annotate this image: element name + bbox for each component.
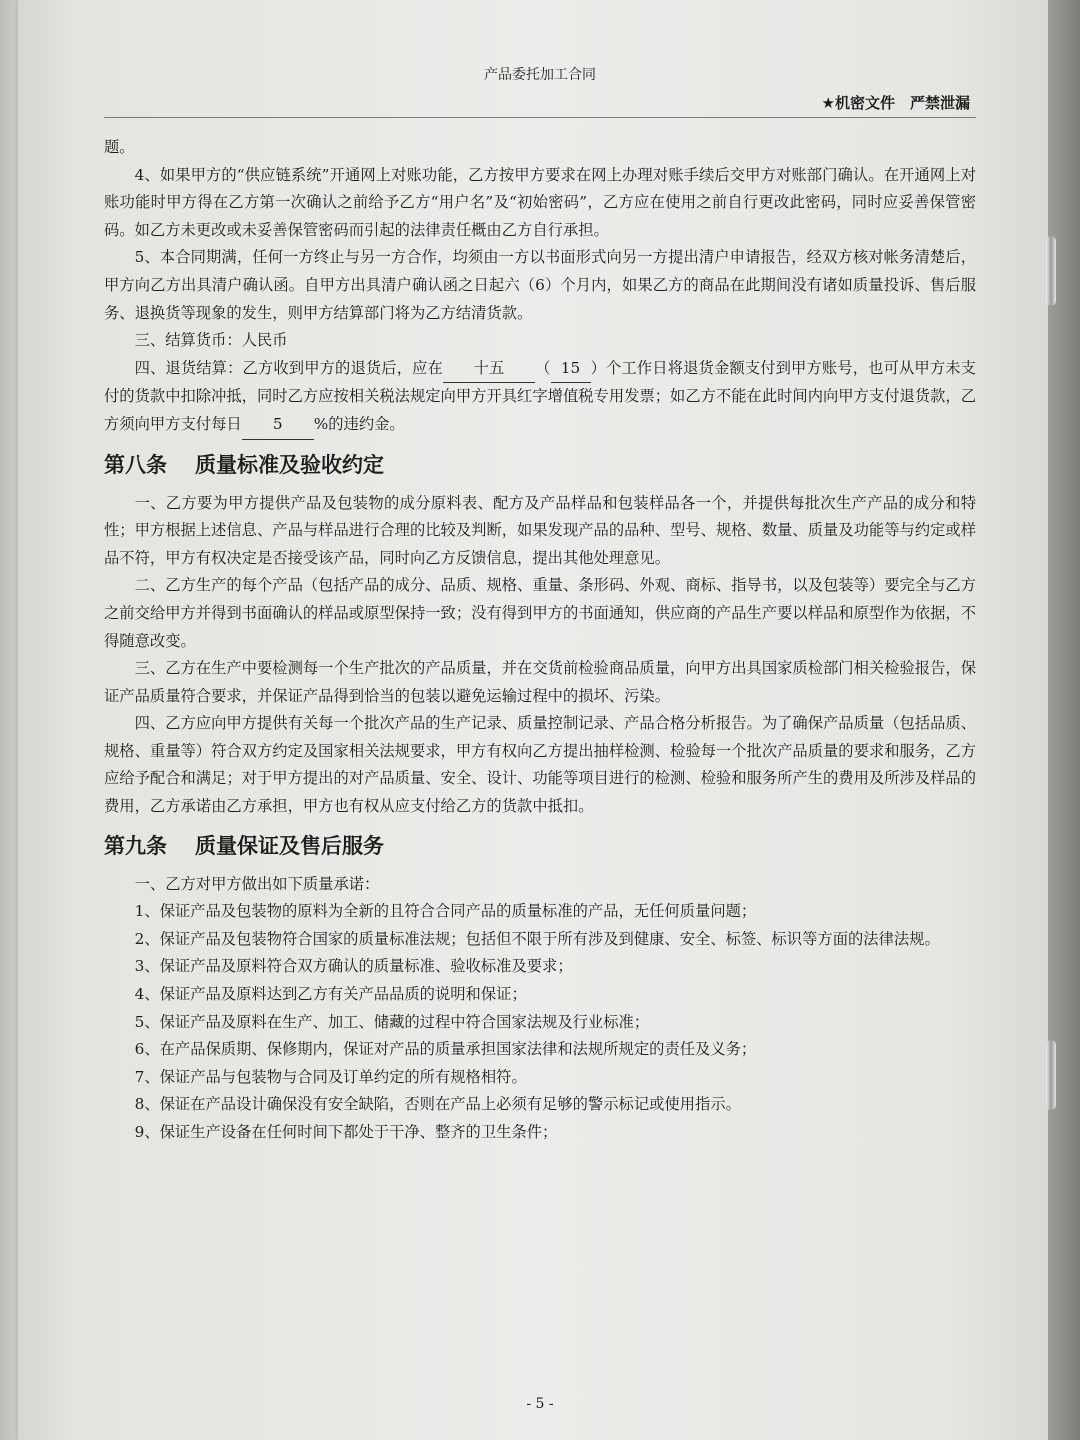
page-number: - 5 - bbox=[526, 1396, 554, 1412]
article-9-item: 5、保证产品及原料在生产、加工、储藏的过程中符合国家法规及行业标准； bbox=[134, 1012, 650, 1031]
paragraph-online-reconciliation: 4、如果甲方的“供应链系统”开通网上对账功能，乙方按甲方要求在网上办理对账手续后交甲方对账部门确认。在开通网上对账功能时甲方得在乙方第一次确认之前给予乙方“用户名”及“初始密码”，乙方应在使用之前自行更改此密码，同时应妥善保管密码。如乙方未更改或未妥善保管密码而引起的法律责任概由乙方自行承担。 bbox=[104, 165, 976, 239]
article-8-number: 第八条 bbox=[104, 452, 167, 477]
article-9-item: 2、保证产品及包装物符合国家的质量标准法规；包括但不限于所有涉及到健康、安全、标签、标识等方面的法律法规。 bbox=[134, 929, 940, 948]
document-body bbox=[104, 134, 976, 1147]
penalty-rate-blank: 5 bbox=[242, 411, 314, 440]
article-9-item: 1、保证产品及包装物的原料为全新的且符合合同产品的质量标准的产品，无任何质量问题； bbox=[134, 902, 757, 921]
article-9-number: 第九条 bbox=[104, 833, 167, 858]
article-9-item: 一、乙方对甲方做出如下质量承诺： bbox=[134, 874, 380, 893]
article-9-item: 3、保证产品及原料符合双方确认的质量标准、验收标准及要求； bbox=[134, 957, 573, 976]
binding-staple-bottom bbox=[1046, 1040, 1056, 1110]
binding-staple-top bbox=[1046, 236, 1056, 306]
return-clause-text-3: %的违约金。 bbox=[313, 414, 405, 433]
article-9-item: 7、保证产品与包装物与合同及订单约定的所有规格相符。 bbox=[134, 1067, 527, 1086]
header-title: 产品委托加工合同 bbox=[484, 67, 596, 83]
paren-open: （ bbox=[534, 358, 551, 377]
header-divider bbox=[104, 117, 976, 118]
article-8-paragraph: 二、乙方生产的每个产品（包括产品的成分、品质、规格、重量、条形码、外观、商标、指导书，以及包装等）要完全与乙方之前交给甲方并得到书面确认的样品或原型保持一致；没有得到甲方的书面通知，供应商的产品生产要以样品和原型作为依据，不得随意改变。 bbox=[104, 576, 976, 650]
article-8-title: 质量标准及验收约定 bbox=[195, 452, 384, 477]
paren-close: ） bbox=[590, 358, 607, 377]
article-9-item: 6、在产品保质期、保修期内，保证对产品的质量承担国家法律和法规所规定的责任及义务； bbox=[134, 1040, 757, 1059]
return-days-cn-blank: 十五 bbox=[443, 355, 535, 384]
paragraph-settlement-currency: 三、结算货币：人民币 bbox=[134, 331, 288, 350]
return-days-num-blank: 15 bbox=[551, 355, 591, 384]
article-9-item: 4、保证产品及原料达到乙方有关产品品质的说明和保证； bbox=[134, 985, 527, 1004]
confidential-mark: ★机密文件 严禁泄漏 bbox=[821, 94, 970, 112]
article-8-paragraph: 一、乙方要为甲方提供产品及包装物的成分原料表、配方及产品样品和包装样品各一个，并提供每批次生产产品的成分和特性；甲方根据上述信息、产品与样品进行合理的比较及判断，如果发现产品的品种、型号、规格、数量、质量及功能等与约定或样品不符，甲方有权决定是否接受该产品，同时向乙方反馈信息，提出其他处理意见。 bbox=[104, 493, 976, 567]
paragraph-continuation: 题。 bbox=[104, 138, 135, 156]
return-clause-text-2: 个工作日将退货金额支付到甲方账号，也可从甲方未支付的货款中扣除冲抵，同时乙方应按相关税法规定向甲方开具红字增值税专用发票；如乙方不能在此时间内向甲方支付退货款，乙方须向甲方支付每日 bbox=[104, 358, 976, 433]
article-9-title: 质量保证及售后服务 bbox=[195, 833, 384, 858]
article-8-heading bbox=[104, 440, 976, 490]
article-9-item: 8、保证在产品设计确保没有安全缺陷，否则在产品上必须有足够的警示标记或使用指示。 bbox=[134, 1095, 741, 1114]
article-8-paragraph: 三、乙方在生产中要检测每一个生产批次的产品质量，并在交货前检验商品质量，向甲方出具国家质检部门相关检验报告，保证产品质量符合要求，并保证产品得到恰当的包装以避免运输过程中的损坏、污染。 bbox=[104, 659, 976, 705]
article-9-item: 9、保证生产设备在任何时间下都处于干净、整齐的卫生条件； bbox=[134, 1123, 558, 1141]
paragraph-return-settlement bbox=[104, 355, 976, 440]
return-clause-text-1: 四、退货结算：乙方收到甲方的退货后，应在 bbox=[134, 358, 443, 377]
paragraph-account-closure: 5、本合同期满，任何一方终止与另一方合作，均须由一方以书面形式向另一方提出清户申请报告，经双方核对帐务清楚后，甲方向乙方出具清户确认函。自甲方出具清户确认函之日起六（6）个月内，如果乙方的商品在此期间没有诸如质量投诉、售后服务、退换货等现象的发生，则甲方结算部门将为乙方结清货款。 bbox=[104, 248, 976, 322]
article-8-paragraph: 四、乙方应向甲方提供有关每一个批次产品的生产记录、质量控制记录、产品合格分析报告。为了确保产品质量（包括品质、规格、重量等）符合双方约定及国家相关法规要求，甲方有权向乙方提出抽样检测、检验每一个批次产品质量的要求和服务，乙方应给予配合和满足；对于甲方提出的对产品质量、安全、设计、功能等项目进行的检测、检验和服务所产生的费用及所涉及样品的费用，乙方承诺由乙方承担，甲方也有权从应支付给乙方的货款中抵扣。 bbox=[104, 714, 976, 816]
page-stack-edge-right bbox=[1048, 0, 1080, 1440]
article-9-heading bbox=[104, 821, 976, 871]
